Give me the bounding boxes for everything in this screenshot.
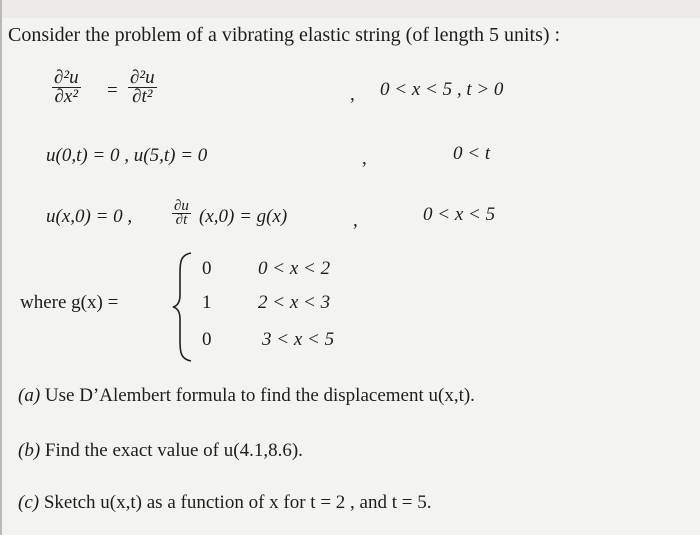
question-c-text: Sketch u(x,t) as a function of x for t = 2 , and t = 5. [43, 492, 432, 513]
ic-derivative-denominator: ∂t [175, 212, 188, 228]
problem-heading: Consider the problem of a vibrating elastic string (of length 5 units) : [8, 24, 561, 46]
piecewise-range-2: 2 < x < 3 [258, 292, 331, 313]
pde-lhs-fraction [52, 69, 81, 106]
piecewise-value-2: 1 [202, 292, 212, 313]
bc-comma: , [362, 148, 367, 169]
piecewise-value-1: 0 [202, 258, 212, 279]
question-b-tag: (b) [18, 440, 41, 461]
pde-lhs-denominator: ∂x² [54, 86, 79, 107]
question-b-text: Find the exact value of u(4.1,8.6). [44, 440, 303, 461]
question-b [18, 440, 303, 462]
left-brace-icon [171, 251, 193, 363]
ic-part1: u(x,0) = 0 , [46, 206, 133, 227]
pde-rhs-denominator: ∂t² [132, 86, 153, 107]
question-a-tag: (a) [18, 385, 41, 406]
pde-rhs-fraction [128, 69, 157, 106]
ic-derivative-fraction [172, 200, 191, 227]
ic-comma: , [353, 210, 358, 231]
question-c [18, 492, 431, 514]
pde-comma: , [350, 84, 355, 105]
piecewise-label: where g(x) = [20, 292, 119, 313]
question-a-text: Use D’Alembert formula to find the displacement u(x,t). [44, 385, 475, 406]
bc-domain: 0 < t [453, 143, 491, 164]
pde-rhs-numerator: ∂²u [130, 67, 155, 88]
pde-equals: = [107, 80, 118, 101]
pde-lhs-numerator: ∂²u [54, 67, 79, 88]
question-c-tag: (c) [18, 492, 40, 513]
ic-derivative-numerator: ∂u [174, 198, 189, 214]
piecewise-range-3: 3 < x < 5 [262, 329, 335, 350]
piecewise-range-1: 0 < x < 2 [258, 258, 331, 279]
boundary-conditions: u(0,t) = 0 , u(5,t) = 0 [46, 145, 208, 166]
pde-domain: 0 < x < 5 , t > 0 [380, 79, 504, 100]
piecewise-value-3: 0 [202, 329, 212, 350]
ic-domain: 0 < x < 5 [423, 204, 496, 225]
question-a [18, 385, 475, 407]
ic-part2: (x,0) = g(x) [199, 206, 288, 227]
